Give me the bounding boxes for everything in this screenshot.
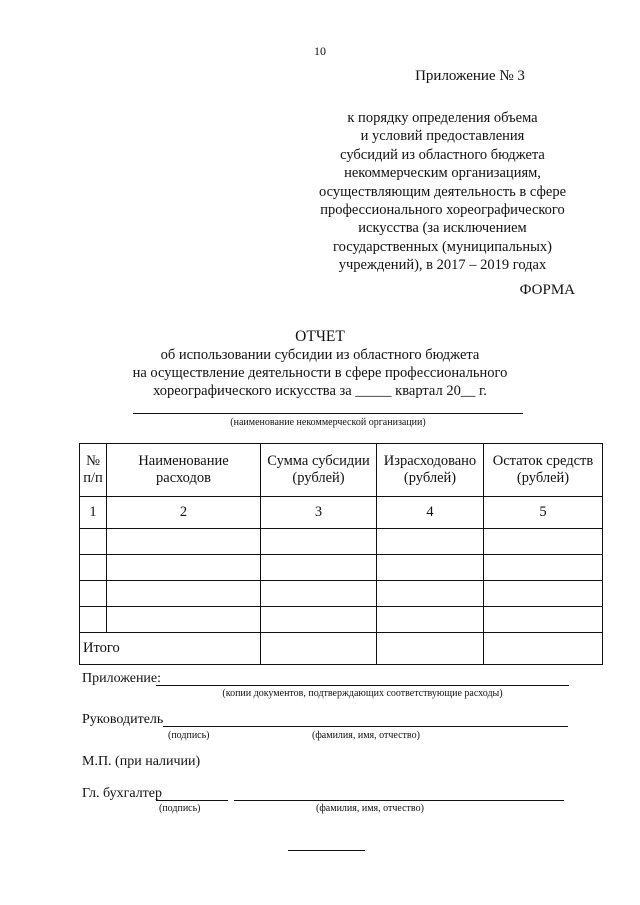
header-cell-spent: Израсходовано (рублей) xyxy=(377,444,484,497)
column-numbers-row xyxy=(80,497,603,529)
table-row xyxy=(80,529,603,555)
table-header-row xyxy=(80,444,603,497)
attachment-caption: (копии документов, подтверждающих соответствующие расходы) xyxy=(222,688,503,699)
table-cell[interactable] xyxy=(107,581,261,607)
column-number-cell: 3 xyxy=(261,497,377,529)
annex-title: Приложение № 3 xyxy=(415,68,525,84)
annex-line: некоммерческим организациям, xyxy=(344,165,541,182)
table-cell[interactable] xyxy=(484,581,603,607)
annex-line: учреждений), в 2017 – 2019 годах xyxy=(338,257,547,274)
total-label: Итого xyxy=(80,633,261,665)
annex-line: государственных (муниципальных) xyxy=(333,238,552,255)
stamp-label: М.П. (при наличии) xyxy=(82,754,201,769)
header-cell-subsidy-amount: Сумма субсидии (рублей) xyxy=(261,444,377,497)
table-cell[interactable] xyxy=(261,581,377,607)
table-row xyxy=(80,581,603,607)
table-row xyxy=(80,555,603,581)
expense-report-table xyxy=(79,443,603,665)
table-cell[interactable] xyxy=(80,529,107,555)
report-subtitle xyxy=(100,346,540,400)
column-number-cell: 2 xyxy=(107,497,261,529)
annex-line: и условий предоставления xyxy=(360,128,525,145)
table-cell[interactable] xyxy=(484,555,603,581)
annex-description xyxy=(305,109,580,275)
table-cell[interactable] xyxy=(377,529,484,555)
table-cell[interactable] xyxy=(261,555,377,581)
table-cell[interactable] xyxy=(80,581,107,607)
table-cell[interactable] xyxy=(261,607,377,633)
organization-name-line[interactable] xyxy=(133,413,523,414)
column-number-cell: 1 xyxy=(80,497,107,529)
annex-line: к порядку определения объема xyxy=(347,110,538,126)
report-subtitle-line: хореографического искусства за _____ квартал 20__ г. xyxy=(153,383,487,399)
head-field-line[interactable] xyxy=(163,726,568,727)
column-number-cell: 5 xyxy=(484,497,603,529)
accountant-fio-line[interactable] xyxy=(234,800,564,801)
report-title: ОТЧЕТ xyxy=(295,328,345,345)
table-cell[interactable] xyxy=(107,607,261,633)
annex-line: осуществляющим деятельность в сфере xyxy=(318,183,567,200)
report-subtitle-line: на осуществление деятельности в сфере профессионального xyxy=(132,365,508,381)
accountant-signature-line[interactable] xyxy=(156,800,228,801)
total-remaining-cell[interactable] xyxy=(484,633,603,665)
table-cell[interactable] xyxy=(107,555,261,581)
total-subsidy-cell[interactable] xyxy=(261,633,377,665)
total-spent-cell[interactable] xyxy=(377,633,484,665)
table-cell[interactable] xyxy=(377,607,484,633)
head-signature-caption: (подпись) xyxy=(168,730,210,741)
head-label: Руководитель xyxy=(82,712,164,727)
header-cell-remaining: Остаток средств (рублей) xyxy=(484,444,603,497)
page-number: 10 xyxy=(314,44,326,58)
table-cell[interactable] xyxy=(80,607,107,633)
accountant-fio-caption: (фамилия, имя, отчество) xyxy=(316,803,424,814)
organization-name-caption: (наименование некоммерческой организации) xyxy=(230,417,426,428)
header-cell-number: № п/п xyxy=(80,444,107,497)
table-cell[interactable] xyxy=(377,555,484,581)
table-cell[interactable] xyxy=(80,555,107,581)
accountant-label: Гл. бухгалтер xyxy=(82,786,163,801)
table-row xyxy=(80,607,603,633)
annex-line: субсидий из областного бюджета xyxy=(340,146,545,163)
accountant-signature-caption: (подпись) xyxy=(159,803,201,814)
table-cell[interactable] xyxy=(261,529,377,555)
attachment-label: Приложение: xyxy=(82,671,162,686)
table-cell[interactable] xyxy=(484,529,603,555)
header-cell-expense-name: Наименование расходов xyxy=(107,444,261,497)
table-cell[interactable] xyxy=(484,607,603,633)
column-number-cell: 4 xyxy=(377,497,484,529)
report-subtitle-line: об использовании субсидии из областного бюджета xyxy=(160,347,480,363)
head-fio-caption: (фамилия, имя, отчество) xyxy=(312,730,420,741)
table-cell[interactable] xyxy=(107,529,261,555)
form-label: ФОРМА xyxy=(519,282,575,298)
table-cell[interactable] xyxy=(377,581,484,607)
total-row xyxy=(80,633,603,665)
annex-line: профессионального хореографического xyxy=(320,202,565,219)
attachment-field-line[interactable] xyxy=(156,685,569,686)
end-divider xyxy=(288,850,365,851)
annex-line: искусства (за исключением xyxy=(358,220,527,237)
